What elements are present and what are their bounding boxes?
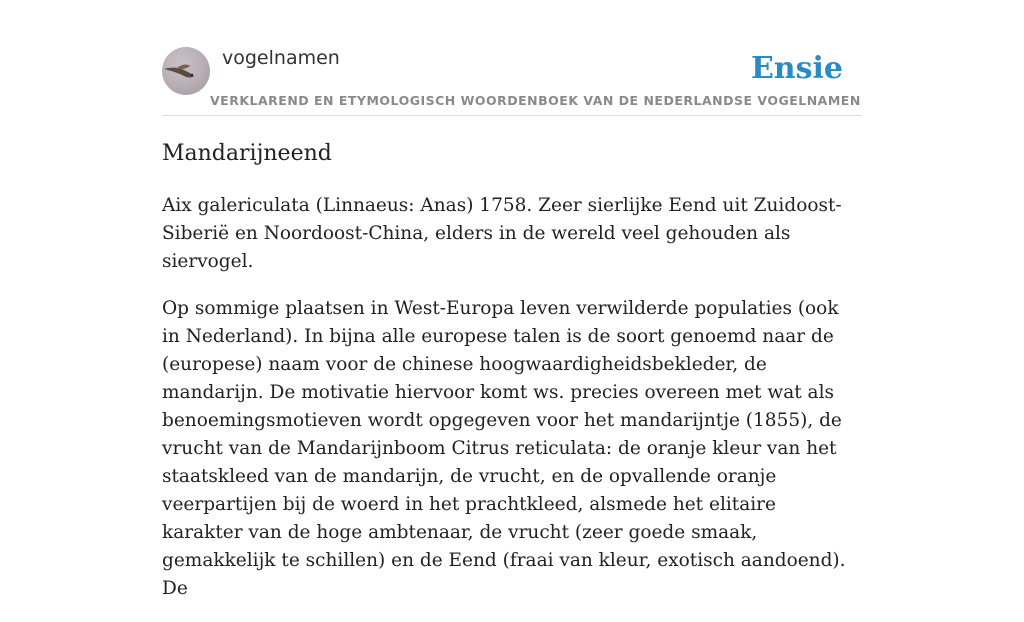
article-paragraph: Aix galericulata (Linnaeus: Anas) 1758. Zeer sierlijke Eend uit Zuidoost-Siberië en Noordoost-China, elders in de wereld veel gehouden als siervogel. [162,195,842,272]
site-name[interactable]: vogelnamen [222,47,340,69]
site-subtitle: VERKLAREND EN ETYMOLOGISCH WOORDENBOEK VAN DE NEDERLANDSE VOGELNAMEN [210,93,861,108]
article-body [162,192,862,622]
page-title: Mandarijneend [162,141,332,166]
ensie-logo-link[interactable]: Ensie [750,51,843,86]
article-paragraph: Op sommige plaatsen in West-Europa leven verwilderde populaties (ook in Nederland). In bijna alle europese talen is de soort genoemd naar de (europese) naam voor de chinese hoogwaardigheidsbekleder, de mandarijn. De motivatie hiervoor komt ws. precies overeen met wat als benoemingsmotieven wordt opgegeven voor het mandarijntje (1855), de vrucht van de Mandarijnboom Citrus reticulata: de oranje kleur van het staatskleed van de mandarijn, de vrucht, en de opvallende oranje veerpartijen bij de woerd in het prachtkleed, alsmede het elitaire karakter van de hoge ambtenaar, de vrucht (zeer goede smaak, gemakkelijk te schillen) en de Eend (fraai van kleur, exotisch aandoend). De [162,298,846,599]
site-header [162,0,862,116]
avatar[interactable] [162,47,210,95]
bird-icon [162,47,210,95]
page-container [162,0,862,599]
